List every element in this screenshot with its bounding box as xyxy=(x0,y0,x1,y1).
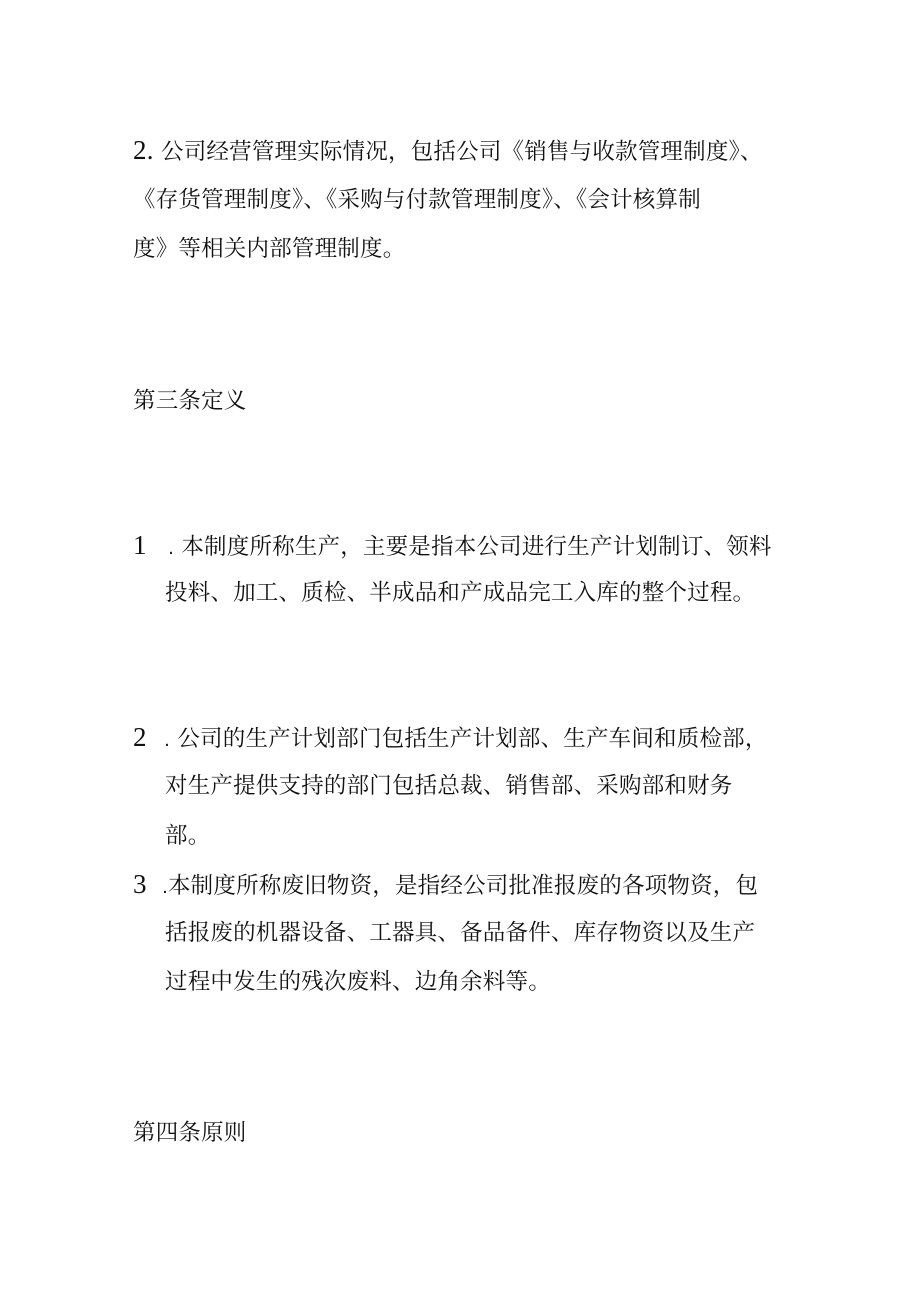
article-3-item-3-line-2: 括报废的机器设备、工器具、备品备件、库存物资以及生产 xyxy=(165,920,756,946)
article-3-item-1-line-2: 投料、加工、质检、半成品和产成品完工入库的整个过程。 xyxy=(165,580,756,606)
article-3-item-2-separator: . xyxy=(164,730,170,751)
article-3-item-3-text-1: 本制度所称废旧物资，是指经公司批准报废的各项物资，包 xyxy=(167,873,759,899)
article-4-heading: 第四条原则 xyxy=(133,1120,247,1146)
prev-item-2-line-1 xyxy=(133,135,763,167)
article-3-heading: 第三条定义 xyxy=(133,388,247,414)
article-3-item-1-line-1 xyxy=(133,530,772,564)
article-3-item-1-text-1: 本制度所称生产，主要是指本公司进行生产计划制订、领料 xyxy=(181,534,772,560)
article-3-item-2-line-1 xyxy=(133,722,768,756)
prev-item-2-number: 2. xyxy=(133,135,154,165)
article-3-item-3-line-3: 过程中发生的残次废料、边角余料等。 xyxy=(165,969,551,995)
article-3-item-2-line-3: 部。 xyxy=(165,823,211,849)
article-3-item-2-line-2: 对生产提供支持的部门包括总裁、销售部、采购部和财务 xyxy=(165,773,733,799)
article-3-item-1-number: 1 xyxy=(133,530,147,560)
prev-item-2-line-3: 度》等相关内部管理制度。 xyxy=(133,236,406,262)
prev-item-2-text-1: 公司经营管理实际情况，包括公司《销售与收款管理制度》、 xyxy=(161,139,763,165)
prev-item-2-line-2: 《存货管理制度》、《采购与付款管理制度》、《会计核算制 xyxy=(133,187,701,213)
article-3-item-3-separator: . xyxy=(162,877,168,898)
article-3-item-3-number: 3 xyxy=(133,869,147,899)
article-3-item-1-separator: . xyxy=(168,538,174,559)
article-3-item-2-number: 2 xyxy=(133,722,147,752)
article-3-item-3-line-1 xyxy=(133,869,758,903)
article-3-item-2-text-1: 公司的生产计划部门包括生产计划部、生产车间和质检部， xyxy=(177,726,768,752)
